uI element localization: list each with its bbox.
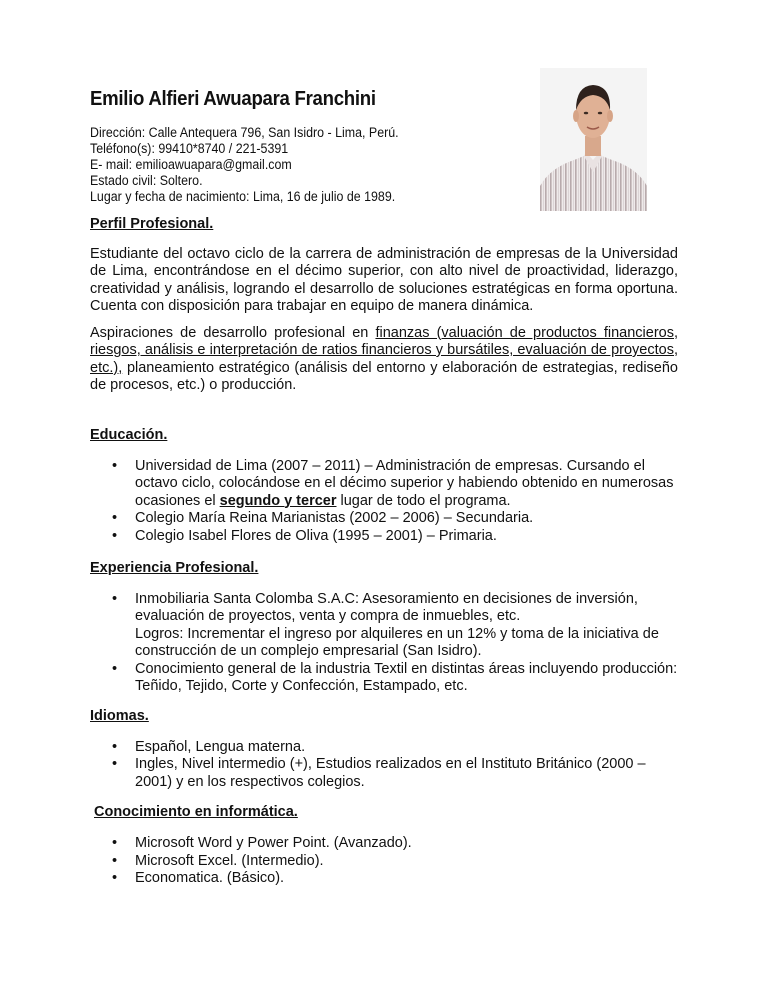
experiencia-item-logros: Logros: Incrementar el ingreso por alquileres en un 12% y toma de la iniciativa de construcción de un complejo empresarial (San Isidro). xyxy=(135,625,659,659)
contact-block xyxy=(90,125,425,205)
address-line: Dirección: Calle Antequera 796, San Isidro - Lima, Perú. xyxy=(90,125,399,140)
informatica-section xyxy=(94,804,682,822)
candidate-name: Emilio Alfieri Awuapara Franchini xyxy=(90,88,376,110)
educacion-list xyxy=(90,458,678,546)
educacion-item-text: Universidad de Lima (2007 – 2011) – Administración de empresas. Cursando el octavo ciclo, colocándose en el décimo superior y habiendo obtenido en numerosas ocasiones el xyxy=(135,457,674,509)
experiencia-list xyxy=(90,591,678,696)
perfil-paragraph-1: Estudiante del octavo ciclo de la carrera de administración de empresas de la Universidad de Lima, encontrándose en el décimo superior, con alto nivel de proactividad, liderazgo, creatividad y análisis, logrando el desarrollo de soluciones estratégicas en forma oportuna. Cuenta con disposición para trabajar en equipo de manera dinámica. xyxy=(90,245,678,314)
aspiraciones-intro: Aspiraciones de desarrollo profesional en xyxy=(90,324,376,341)
list-item: • Microsoft Word y Power Point. (Avanzado). xyxy=(90,835,678,853)
experiencia-section xyxy=(90,560,678,696)
portrait-image xyxy=(540,68,647,211)
aspiraciones-rest: planeamiento estratégico (análisis del entorno y elaboración de estrategias, rediseño de procesos, etc.) o producción. xyxy=(90,359,678,393)
experiencia-item-description: • Inmobiliaria Santa Colomba S.A.C: Asesoramiento en decisiones de inversión, evaluación de proyectos, venta y compra de inmuebles, etc. xyxy=(135,590,638,624)
list-item: • Economatica. (Básico). xyxy=(90,870,678,888)
educacion-section xyxy=(90,427,678,545)
list-item: • Ingles, Nivel intermedio (+), Estudios realizados en el Instituto Británico (2000 – 2001) y en los respectivos colegios. xyxy=(90,756,678,791)
list-item: • Colegio Isabel Flores de Oliva (1995 – 2001) – Primaria. xyxy=(90,528,678,546)
informatica-list-wrap xyxy=(90,835,678,888)
idiomas-list xyxy=(90,739,678,792)
list-item: • Microsoft Excel. (Intermedio). xyxy=(90,853,678,871)
birth-line: Lugar y fecha de nacimiento: Lima, 16 de julio de 1989. xyxy=(90,189,396,204)
aspiraciones-finanzas: finanzas (valuación de productos financieros, riesgos, análisis e interpretación de ratios financieros y bursátiles, evaluación de proyectos, etc.), xyxy=(90,324,678,376)
list-item xyxy=(90,591,678,661)
list-item: • Colegio María Reina Marianistas (2002 – 2006) – Secundaria. xyxy=(90,510,678,528)
perfil-paragraph-2 xyxy=(90,325,678,395)
perfil-heading: Perfil Profesional. xyxy=(90,216,214,232)
profile-photo xyxy=(540,68,647,211)
educacion-item-highlight: segundo y tercer xyxy=(219,492,337,509)
educacion-item-text-end: lugar de todo el programa. xyxy=(336,492,511,509)
educacion-heading: Educación. xyxy=(90,427,168,443)
list-item: • Español, Lengua materna. xyxy=(90,739,678,757)
phone-line: Teléfono(s): 99410*8740 / 221-5391 xyxy=(90,141,289,156)
list-item xyxy=(90,458,678,511)
list-item: • Conocimiento general de la industria Textil en distintas áreas incluyendo producción: Teñido, Tejido, Corte y Confección, Estampado, etc. xyxy=(90,661,678,696)
perfil-section xyxy=(90,216,678,395)
informatica-list xyxy=(90,835,678,888)
informatica-heading: Conocimiento en informática. xyxy=(94,804,298,820)
idiomas-heading: Idiomas. xyxy=(90,708,149,724)
experiencia-heading: Experiencia Profesional. xyxy=(90,560,259,576)
idiomas-section xyxy=(90,708,678,791)
civil-status-line: Estado civil: Soltero. xyxy=(90,173,203,188)
email-line: E- mail: emilioawuapara@gmail.com xyxy=(90,157,292,172)
